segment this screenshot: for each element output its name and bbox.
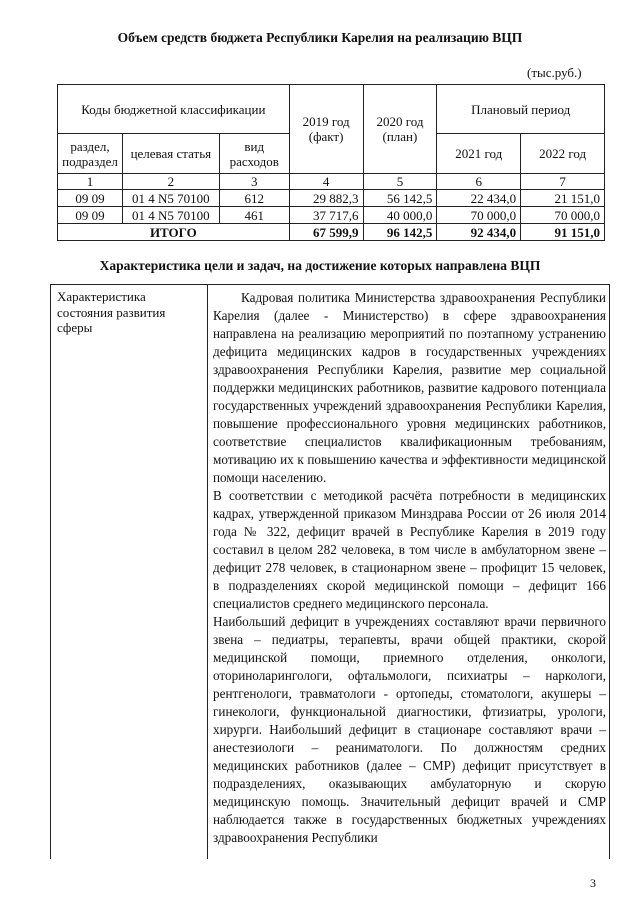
total-2019: 67 599,9	[289, 224, 363, 241]
cell-2022: 21 151,0	[521, 190, 605, 207]
table-row	[58, 190, 605, 207]
cell-2021: 22 434,0	[437, 190, 521, 207]
header-codes: Коды бюджетной классификации	[58, 85, 290, 134]
col-num: 7	[521, 174, 605, 190]
col-num: 4	[289, 174, 363, 190]
col-num: 5	[363, 174, 437, 190]
col-num: 1	[58, 174, 123, 190]
table-row	[58, 207, 605, 224]
budget-table	[57, 84, 605, 241]
total-2021: 92 434,0	[437, 224, 521, 241]
col-num: 6	[437, 174, 521, 190]
cell-2021: 70 000,0	[437, 207, 521, 224]
subheader-target: целевая статья	[122, 134, 219, 174]
characteristic-table	[50, 284, 610, 859]
document-title: Объем средств бюджета Республики Карелия на реализацию ВЦП	[117, 30, 523, 45]
header-2020: 2020 год (план)	[363, 85, 437, 174]
section-title: Характеристика цели и задач, на достижение которых направлена ВЦП	[99, 258, 541, 273]
cell-type: 461	[219, 207, 289, 224]
col-num: 2	[122, 174, 219, 190]
characteristic-text	[213, 289, 606, 847]
paragraph: Кадровая политика Министерства здравоохранения Республики Карелия (далее - Министерство) в сфере здравоохранения направлена на реализацию мероприятий по поэтапному устранению дефицита медицинских кадров в государственных учреждениях здравоохранения Республики Карелия, развитие мер социальной поддержки медицинских работников, развитие кадрового потенциала государственных учреждений здравоохранения Республики Карелия, повышение профессионального уровня медицинских работников, соответствие специалистов квалификационным требованиям, мотивацию их к повышению качества и эффективности медицинской помощи населению.	[213, 290, 606, 485]
characteristic-label: Характеристика состояния развития сферы	[57, 289, 166, 335]
total-row	[58, 224, 605, 241]
cell-2019: 37 717,6	[289, 207, 363, 224]
cell-2022: 70 000,0	[521, 207, 605, 224]
page-number: 3	[590, 876, 596, 890]
cell-type: 612	[219, 190, 289, 207]
col-num: 3	[219, 174, 289, 190]
subheader-type: вид расходов	[219, 134, 289, 174]
units-label: (тыс.руб.)	[527, 65, 582, 80]
cell-section: 09 09	[58, 207, 123, 224]
cell-2020: 56 142,5	[363, 190, 437, 207]
header-plan-period: Плановый период	[437, 85, 605, 134]
cell-2019: 29 882,3	[289, 190, 363, 207]
subheader-section: раздел, подраздел	[58, 134, 123, 174]
total-2022: 91 151,0	[521, 224, 605, 241]
header-2019: 2019 год (факт)	[289, 85, 363, 174]
column-divider	[207, 285, 208, 859]
cell-target: 01 4 N5 70100	[122, 207, 219, 224]
total-label: ИТОГО	[58, 224, 290, 241]
total-2020: 96 142,5	[363, 224, 437, 241]
cell-target: 01 4 N5 70100	[122, 190, 219, 207]
header-2021: 2021 год	[437, 134, 521, 174]
paragraph: В соответствии с методикой расчёта потребности в медицинских кадрах, утвержденной приказом Минздрава России от 26 июля 2014 года № 322, дефицит врачей в Республике Карелия в 2019 году составил в целом 282 человека, в том числе в амбулаторном звене – дефицит 278 человек, в стационарном звене – профицит 15 человек, в подразделениях скорой медицинской помощи – дефицит 166 специалистов среднего медицинского персонала.	[213, 488, 606, 611]
paragraph: Наибольший дефицит в учреждениях составляют врачи первичного звена – педиатры, терапевты, врачи общей практики, скорой медицинской помощи, приемного отделения, онкологи, оториноларингологи, офтальмологи, психиатры – наркологи, рентгенологи, травматологи - ортопеды, стоматологи, акушеры – гинекологи, функциональной диагностики, фтизиатры, урологи, хирурги. Наибольший дефицит в стационаре составляют врачи – анестезиологи – реаниматологи. По должностям средних медицинских работников (далее – СМР) дефицит присутствует в подразделениях, оказывающих амбулаторную и скорую медицинскую помощь. Значительный дефицит врачей и СМР наблюдается также в государственных бюджетных учреждениях здравоохранения Республики	[213, 614, 606, 845]
header-2022: 2022 год	[521, 134, 605, 174]
cell-2020: 40 000,0	[363, 207, 437, 224]
cell-section: 09 09	[58, 190, 123, 207]
